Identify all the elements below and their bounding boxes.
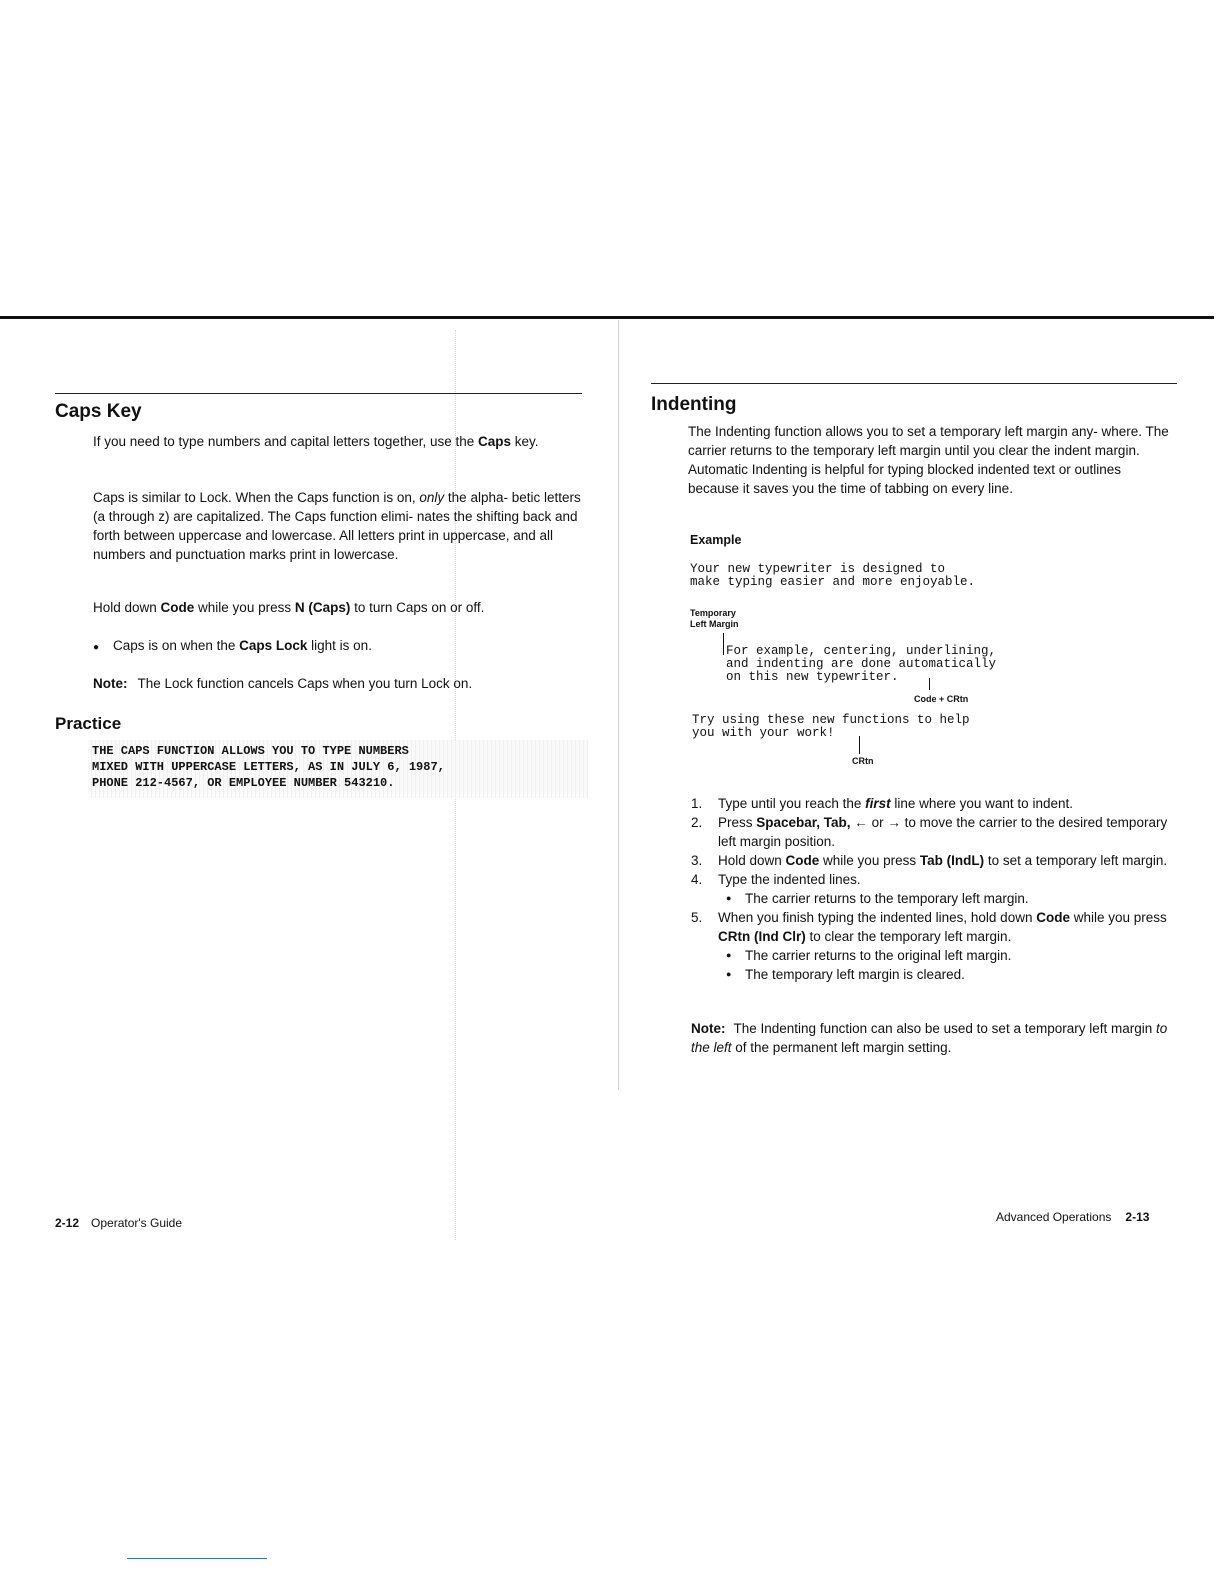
text: line where you want to indent. xyxy=(890,796,1073,811)
example-label: Example xyxy=(690,533,742,547)
caps-instruction-paragraph xyxy=(93,598,587,617)
indenting-note xyxy=(691,1019,1176,1057)
footer-title: Advanced Operations xyxy=(996,1210,1112,1224)
text: The carrier returns to the original left margin. xyxy=(745,948,1012,963)
indenting-intro-paragraph: The Indenting function allows you to set a temporary left margin any- where. The carrier returns to the temporary left margin until you clear the indent margin. Automatic Indenting is helpful for typing blocked indented text or outlines because it saves you the time of tabbing on every line. xyxy=(688,424,1169,496)
text: to set a temporary left margin. xyxy=(984,853,1168,868)
bold-text: N (Caps) xyxy=(294,600,351,615)
code-crtn-marker-line xyxy=(929,678,930,690)
caps-bullet-item xyxy=(93,636,587,657)
text: Type the indented lines. xyxy=(718,872,861,887)
example-block-3: Try using these new functions to help you with your work! xyxy=(692,713,970,740)
step-number: 4. xyxy=(691,872,703,887)
step-number: 1. xyxy=(691,796,703,811)
step-3 xyxy=(691,851,1176,870)
bullet-icon: ● xyxy=(726,969,732,979)
label-line: Temporary xyxy=(690,608,736,618)
text: to move the carrier to the desired temporary left margin position. xyxy=(718,815,1168,849)
left-heading-rule xyxy=(55,393,582,394)
indenting-heading: Indenting xyxy=(651,394,737,415)
bold-text: CRtn (Ind Clr) xyxy=(718,929,806,944)
bullet-icon: ● xyxy=(93,642,100,653)
step-2 xyxy=(691,813,1176,851)
temporary-left-margin-label xyxy=(690,608,739,630)
caps-key-heading: Caps Key xyxy=(55,401,142,422)
bold-text: Caps xyxy=(478,434,512,449)
example-block-1: Your new typewriter is designed to make typing easier and more enjoyable. xyxy=(690,562,976,589)
example-block-2: For example, centering, underlining, and indenting are done automatically on this new typewriter. xyxy=(726,644,997,684)
text: while you press xyxy=(819,853,920,868)
bold-text: Caps Lock xyxy=(239,638,308,653)
bold-text: Code xyxy=(160,600,195,615)
bullet-item xyxy=(718,965,1176,984)
practice-sample-text: THE CAPS FUNCTION ALLOWS YOU TO TYPE NUMBERS MIXED WITH UPPERCASE LETTERS, AS IN JULY 6, 1987, PHONE 212-4567, OR EMPLOYEE NUMBER 543210. xyxy=(92,744,445,790)
text: to turn Caps on or off. xyxy=(350,600,485,615)
page-number: 2-13 xyxy=(1125,1210,1150,1224)
text: the alpha- betic letters (a through z) are capitalized. The Caps function elimi- nates the shifting back and forth between uppercase and lowercase. All letters print in uppercase, and all numbers and punctuation marks print in lowercase. xyxy=(93,490,581,562)
text: Caps is similar to Lock. When the Caps function is on, xyxy=(93,490,420,505)
note-label: Note: xyxy=(93,676,128,691)
italic-text: to the left xyxy=(691,1021,1168,1055)
step-5 xyxy=(691,908,1176,984)
right-footer xyxy=(996,1210,1149,1224)
step-5-bullets xyxy=(718,946,1176,984)
text: The Indenting function can also be used to set a temporary left margin xyxy=(733,1021,1156,1036)
bullet-item xyxy=(718,946,1176,965)
step-number: 3. xyxy=(691,853,703,868)
note-text: The Lock function cancels Caps when you turn Lock on. xyxy=(137,676,473,691)
text: The temporary left margin is cleared. xyxy=(745,967,965,982)
step-4 xyxy=(691,870,1176,908)
bullet-icon: ● xyxy=(726,893,732,903)
text: Type until you reach the xyxy=(718,796,866,811)
text: If you need to type numbers and capital letters together, use the xyxy=(93,434,478,449)
caps-note xyxy=(93,674,587,693)
step-1 xyxy=(691,794,1176,813)
top-border-rule xyxy=(0,316,1214,319)
text: or xyxy=(871,815,888,830)
text: The carrier returns to the temporary left margin. xyxy=(745,891,1029,906)
footer-title: Operator's Guide xyxy=(91,1216,183,1230)
italic-text: first xyxy=(865,796,891,811)
bold-text: Code xyxy=(785,853,820,868)
italic-text: only xyxy=(419,490,445,505)
step-number: 5. xyxy=(691,910,703,925)
text: Hold down xyxy=(718,853,786,868)
text: key. xyxy=(511,434,539,449)
crtn-marker-line xyxy=(859,736,860,754)
step-4-bullets xyxy=(718,889,1176,908)
bold-text: Code xyxy=(1036,910,1070,925)
caps-description-paragraph xyxy=(93,488,587,564)
text: Caps is on when the xyxy=(113,638,240,653)
note-label: Note: xyxy=(691,1021,726,1036)
bullet-icon: ● xyxy=(726,950,732,960)
crtn-label: CRtn xyxy=(852,756,874,766)
bullet-item xyxy=(718,889,1176,908)
indenting-steps xyxy=(691,794,1176,984)
practice-heading: Practice xyxy=(55,714,122,733)
bold-text: Tab (IndL) xyxy=(919,853,985,868)
code-crtn-label: Code + CRtn xyxy=(914,694,969,704)
text: of the permanent left margin setting. xyxy=(731,1040,952,1055)
text: When you finish typing the indented lines, hold down xyxy=(718,910,1037,925)
bold-text: → xyxy=(887,815,901,830)
page-fold-line xyxy=(618,320,619,1090)
label-line: Left Margin xyxy=(690,619,739,629)
text: to clear the temporary left margin. xyxy=(805,929,1012,944)
text: while you press xyxy=(1069,910,1167,925)
bold-text: Spacebar, Tab, ← xyxy=(756,815,872,830)
right-heading-rule xyxy=(651,383,1177,384)
text: Press xyxy=(718,815,757,830)
page-number: 2-12 xyxy=(55,1216,80,1230)
caps-intro-paragraph xyxy=(93,432,587,451)
margin-marker-line xyxy=(723,633,724,655)
bottom-accent-line xyxy=(127,1558,267,1559)
text: light is on. xyxy=(307,638,372,653)
step-number: 2. xyxy=(691,815,703,830)
left-footer xyxy=(55,1216,182,1230)
text: Hold down xyxy=(93,600,161,615)
steps-list xyxy=(691,794,1176,984)
text: while you press xyxy=(194,600,295,615)
